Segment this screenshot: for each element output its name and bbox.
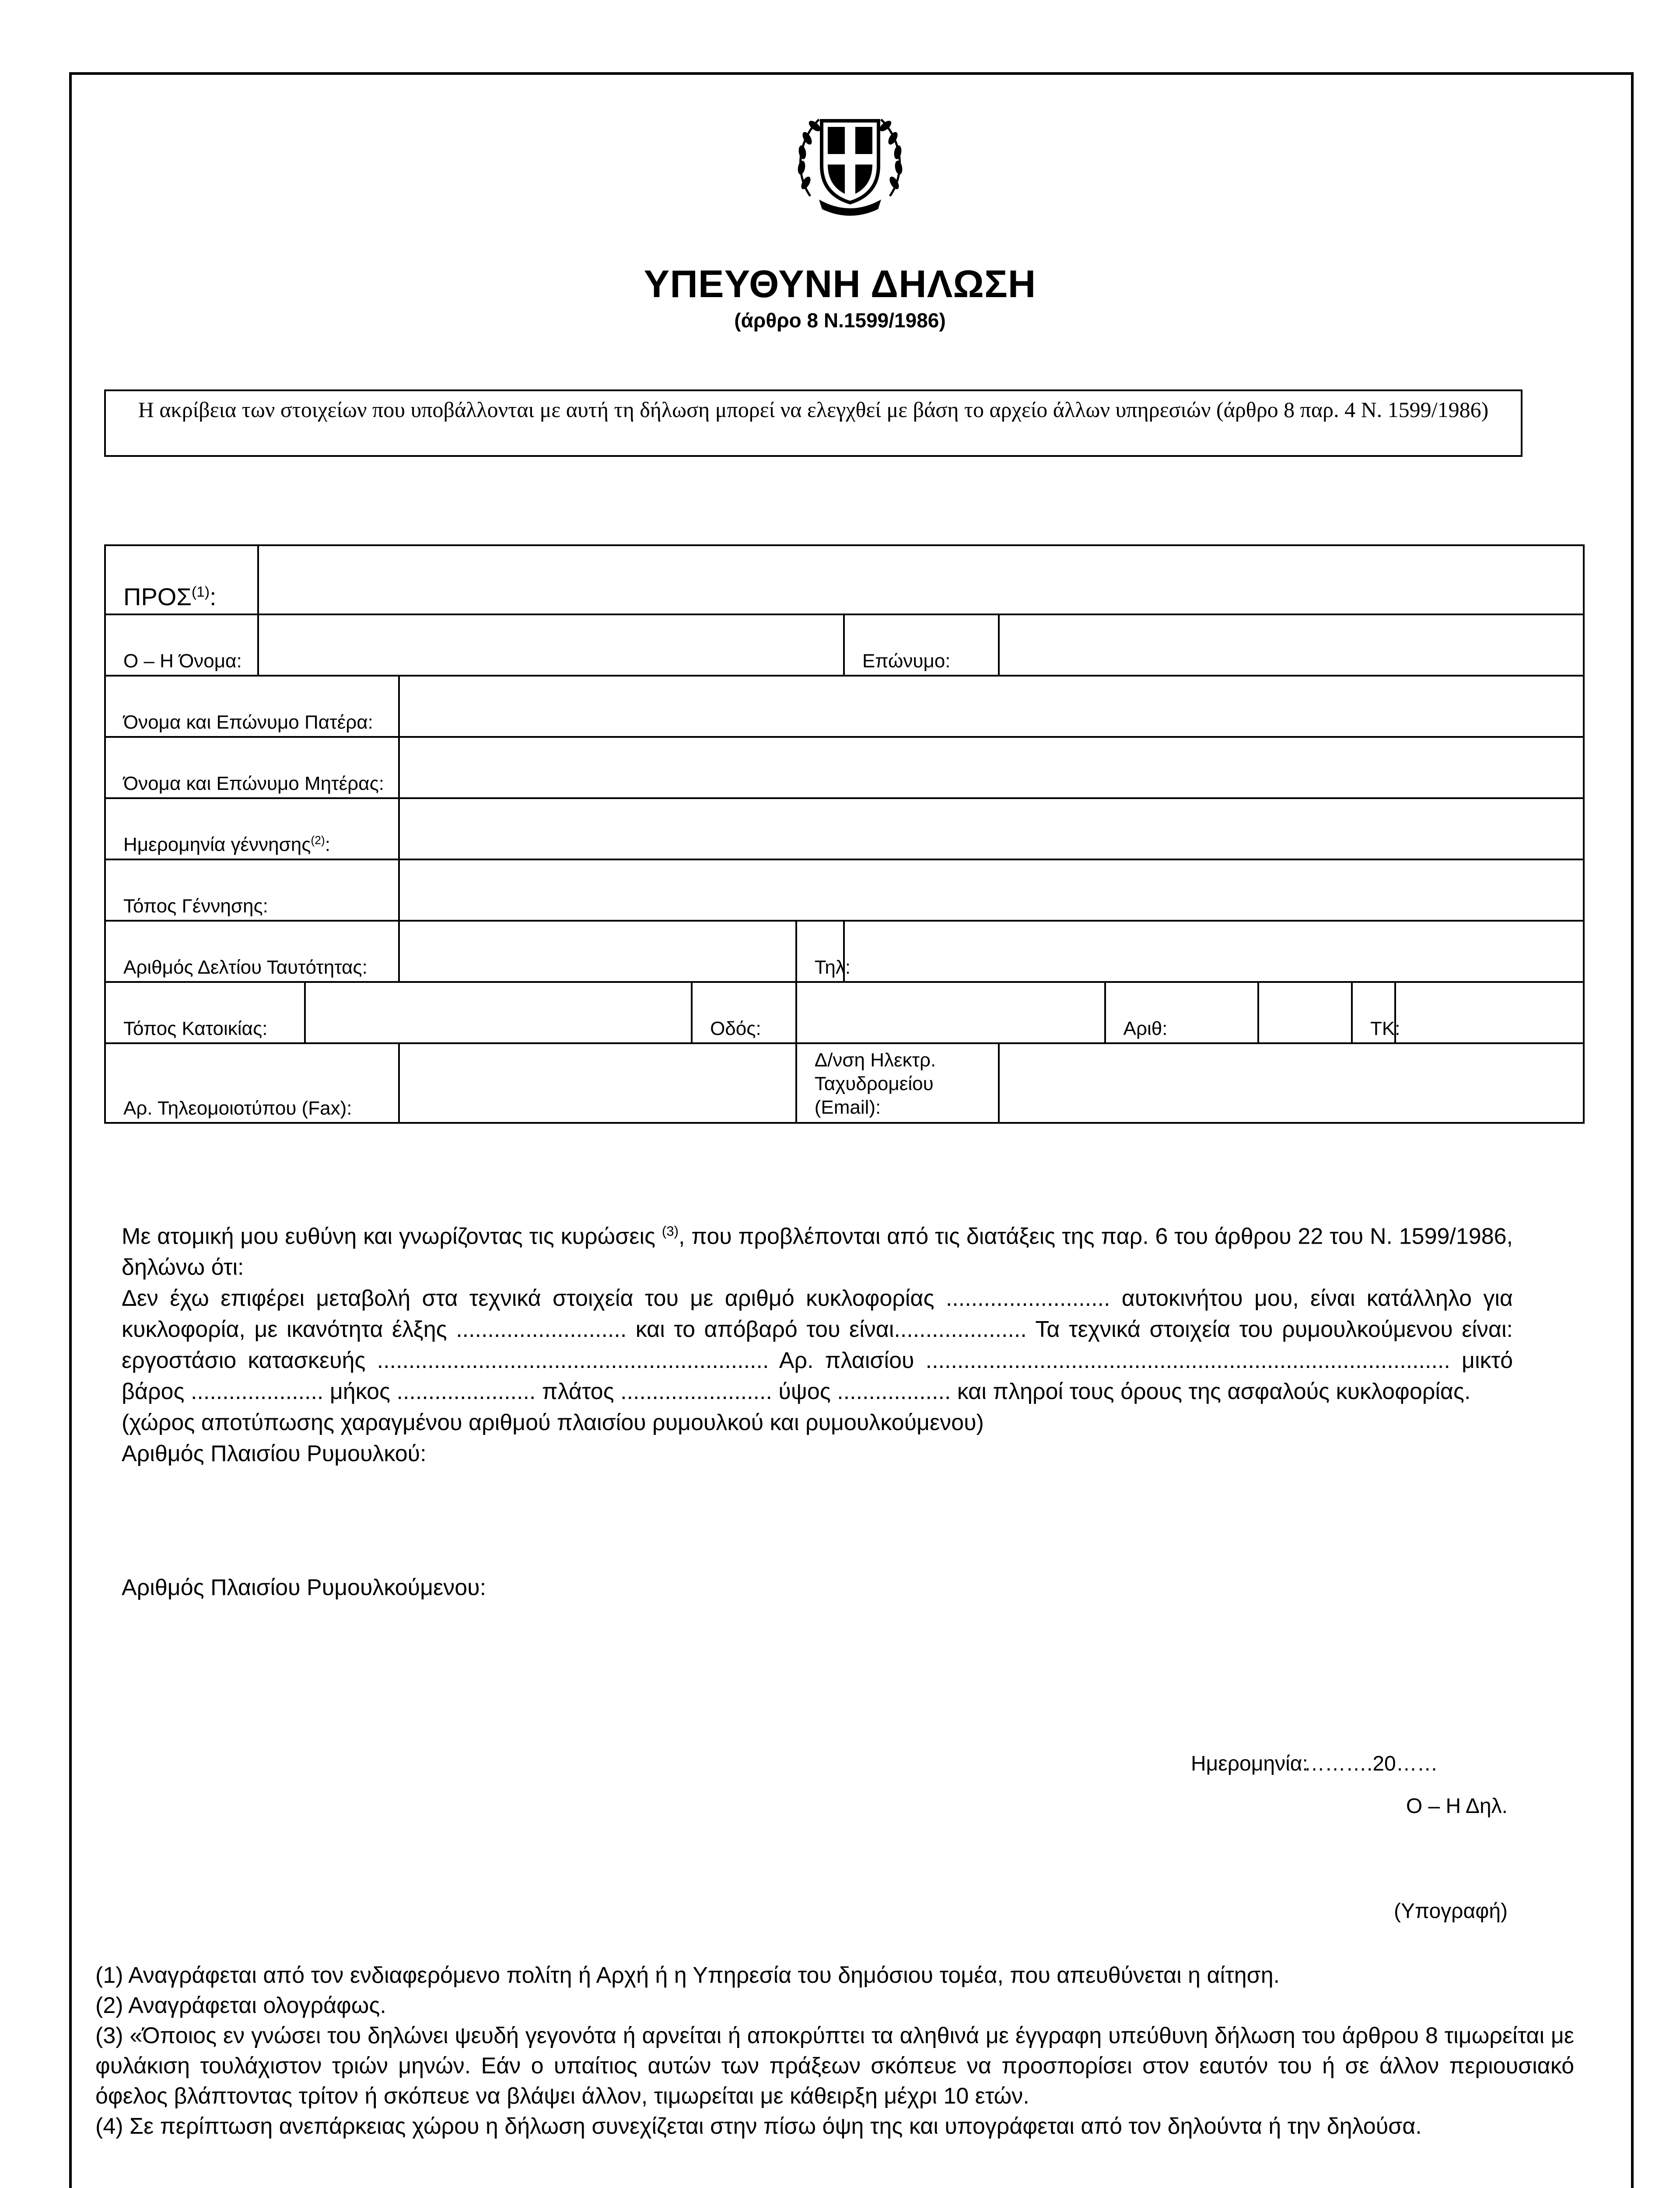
signature-label: (Υπογραφή) [1394,1900,1508,1923]
tractor-frame-label: Αριθμός Πλαισίου Ρυμουλκού: [122,1441,427,1467]
phone-field[interactable] [844,921,1584,982]
declaration-text [122,1216,1513,1469]
fax-label: Αρ. Τηλεομοιοτύπου (Fax): [105,1043,399,1123]
footnote-1: (1) Αναγράφεται από τον ενδιαφερόμενο πολίτη ή Αρχή ή η Υπηρεσία του δημόσιου τομέα, που απευθύνεται η αίτηση. [95,1963,1280,1988]
surname-field[interactable] [999,614,1584,676]
footnote-2: (2) Αναγράφεται ολογράφως. [95,1993,386,2018]
postcode-label: ΤΚ: [1352,982,1395,1043]
birth-date-label: Ημερομηνία γέννησης$^{(2)}$: [105,798,399,859]
email-field[interactable] [999,1043,1584,1123]
declarant-label: Ο – Η Δηλ. [1406,1795,1508,1818]
first-name-field[interactable] [258,614,844,676]
date-value[interactable]: ……….20…… [1304,1752,1438,1775]
declaration-body: Δεν έχω επιφέρει μεταβολή στα τεχνικά στοιχεία του με αριθμό κυκλοφορίας .......................... αυτοκινήτου μου, είναι κατάλληλο για κυκλοφορία, με ικανότητα έλξης ........................... και το απόβαρό του είναι..................... Τα τεχνικά στοιχεία του ρυμουλκούμενου είναι: εργοστάσιο κατασκευής .............................................................. Αρ. πλαισίου ................................................................................... μικτό βάρος ..................... μήκος ...................... πλάτος ........................ ύψος .................. και πληροί τους όρους της ασφαλούς κυκλοφορίας. [122,1286,1513,1405]
recipient-label: ΠΡΟΣ$^{(1)}$: [105,545,258,614]
number-field[interactable] [1258,982,1352,1043]
residence-label: Τόπος Κατοικίας: [105,982,305,1043]
greek-coat-of-arms-icon [793,100,907,217]
father-name-field[interactable] [399,676,1584,737]
footnote-3: (3) «Όποιος εν γνώσει του δηλώνει ψευδή γεγονότα ή αρνείται ή αποκρύπτει τα αληθινά με έγγραφη υπεύθυνη δήλωση του άρθρου 8 τιμωρείται με φυλάκιση τουλάχιστον τριών μηνών. Εάν ο υπαίτιος αυτών των πράξεων σκόπευε να προσπορίσει στον εαυτόν του ή σε άλλον περιουσιακό όφελος βλάπτοντας τρίτον ή σκόπευε να βλάψει άλλον, τιμωρείται με κάθειρξη μέχρι 10 ετών. [95,2023,1574,2109]
imprint-note: (χώρος αποτύπωσης χαραγμένου αριθμού πλαισίου ρυμουλκού και ρυμουλκούμενου) [122,1410,984,1436]
mother-name-field[interactable] [399,737,1584,798]
document-subtitle: (άρθρο 8 Ν.1599/1986) [734,309,946,332]
surname-label: Επώνυμο: [844,614,999,676]
id-number-field[interactable] [399,921,796,982]
postcode-field[interactable] [1395,982,1584,1043]
birth-date-field[interactable] [399,798,1584,859]
residence-field[interactable] [305,982,692,1043]
birth-place-label: Τόπος Γέννησης: [105,859,399,921]
date-label: Ημερομηνία: [1191,1752,1308,1775]
number-label: Αριθ: [1105,982,1258,1043]
recipient-field[interactable] [258,545,1584,614]
personal-details-table [104,544,1585,1124]
footnotes [95,1960,1574,2142]
id-number-label: Αριθμός Δελτίου Ταυτότητας: [105,921,399,982]
footnote-4: (4) Σε περίπτωση ανεπάρκειας χώρου η δήλωση συνεχίζεται στην πίσω όψη της και υπογράφεται από τον δηλούντα ή την δηλούσα. [95,2114,1422,2139]
first-name-label: Ο – Η Όνομα: [105,614,258,676]
street-label: Οδός: [692,982,796,1043]
email-label: Δ/νση Ηλεκτρ. Ταχυδρομείου (Email): [796,1043,999,1123]
trailer-frame-label: Αριθμός Πλαισίου Ρυμουλκούμενου: [122,1575,486,1600]
fax-field[interactable] [399,1043,796,1123]
mother-name-label: Όνομα και Επώνυμο Μητέρας: [105,737,399,798]
birth-place-field[interactable] [399,859,1584,921]
phone-label: Τηλ: [796,921,844,982]
street-field[interactable] [796,982,1105,1043]
verification-notice: Η ακρίβεια των στοιχείων που υποβάλλονται με αυτή τη δήλωση μπορεί να ελεγχθεί με βάση το αρχείο άλλων υπηρεσιών (άρθρο 8 παρ. 4 Ν. 1599/1986) [104,389,1522,457]
father-name-label: Όνομα και Επώνυμο Πατέρα: [105,676,399,737]
document-title: ΥΠΕΥΘΥΝΗ ΔΗΛΩΣΗ [644,262,1036,305]
declaration-intro: Με ατομική μου ευθύνη και γνωρίζοντας τις κυρώσεις $^{(3)}$, που προβλέπονται από τις διατάξεις της παρ. 6 του άρθρου 22 του Ν. 1599/1986, δηλώνω ότι: [122,1224,1513,1280]
